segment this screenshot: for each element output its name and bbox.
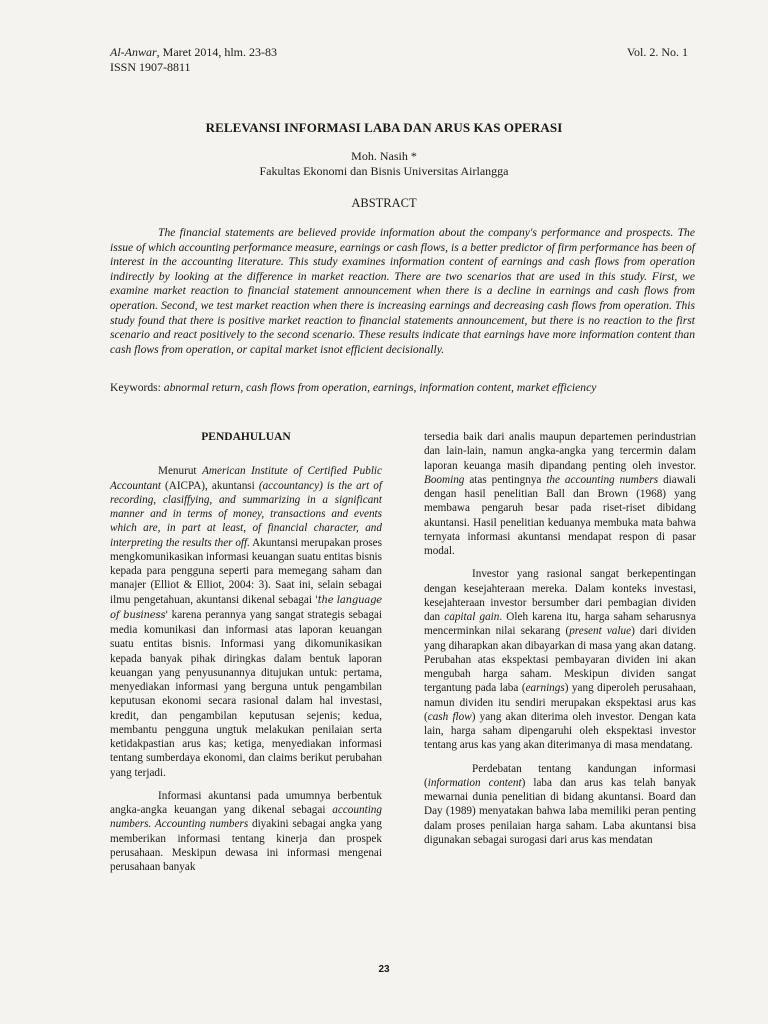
page-number: 23 [378,964,390,975]
text-run: atas pentingnya [464,473,547,486]
author-block [0,149,768,179]
issn: ISSN 1907-8811 [110,60,191,74]
keywords [110,381,695,395]
paragraph [424,762,696,848]
text-run-italic: information content [427,776,522,789]
keywords-value: abnormal return, cash flows from operation, earnings, information content, market efficiency [163,381,597,394]
text-run-italic: the accounting numbers [546,473,659,486]
text-run: (AICPA), akuntansi [160,479,259,492]
journal-name: Al-Anwar [110,45,157,59]
text-run-script: 'the language of business' [110,594,382,621]
paragraph [110,789,382,875]
volume-number: Vol. 2. No. 1 [626,45,688,59]
paragraph [424,430,696,558]
text-run: diyakini sebagai angka yang memberikan informasi tentang kinerja dan prospek perusahaan. Meskipun dewasa ini informasi mengenai perusahaan banyak [110,818,382,873]
author-affiliation: Fakultas Ekonomi dan Bisnis Universitas Airlangga [259,164,509,178]
text-run: karena perannya yang sangat strategis sebagai media komunikasi dan informasi atas laporan keuangan suatu entitas bisnis. Informasi yang dikomunikasikan kepada banyak pihak diringkas dalam bentuk laporan keuangan yang penyusunannya ditujukan untuk: pertama, menyediakan informasi yang berguna untuk pengambilan keputusan ekonomi secara rasional dalam hal investasi, kredit, dan pengambilan keputusan sejenis; kedua, membantu pengguna ungtuk melakukan penilaian serta ketidakpastian arus kas; ketiga, menyediakan informasi tentang sumberdaya ekonomi, dan claims berikut perubahan yang terjadi. [110,608,382,779]
keywords-label: Keywords: [110,381,164,394]
text-run-italic: accounting numbers. Accounting numbers [110,804,382,831]
text-run: ) yang diperoleh perusahaan, namun dividen itu sendiri merupakan ekspektasi arus kas ( [424,682,696,723]
issue-info: , Maret 2014, hlm. 23-83 [156,45,277,59]
text-run-italic: capital gain [444,611,500,623]
text-run: ) laba dan arus kas telah banyak mewarnai dunia penelitian di bidang akuntansi. Board dan Day (1989) menyatakan bahwa laba memiliki peran penting dalam proses penilaian harga saham. Laba akuntansi bisa digunakan sebagai surogasi dari arus kas mendatan [424,776,696,846]
abstract-heading: ABSTRACT [351,196,417,210]
abstract-text: The financial statements are believed provide information about the company's performance and prospects. The issue of which accounting performance measure, earnings or cash flows, is a better predictor of firm performance has been of interest in the accounting literature. This study examines information content of earnings and cash flows from operation indirectly by looking at the difference in market reaction. There are two scenarios that are used in this study. First, we examine market reaction to financial statement announcement when there is a decline in earnings and cash flows from operation. Second, we test market reaction when there is increasing earnings and decreasing cash flows from operation. This study found that there is positive market reaction to financial statements announcement, but there is no reaction to the first scenario and react positively to the second scenario. These results indicate that earnings have more information content than cash flows from operation, or capital market isnot efficient decisionally. [110,226,695,356]
section-heading: PENDAHULUAN [201,431,291,443]
text-run-italic: (accountancy) is the art of recording, clasiffying, and summarizing in a significant manner and in terms of money, transactions and events which are, in part at least, of financial character, and interpreting the results ther off. [110,479,383,549]
paragraph [110,464,382,780]
text-run-italic: Booming [424,473,465,486]
text-run: diawali dengan hasil penelitian Ball dan Brown (1968) yang membawa pengaruh besar pada riset-riset dibidang akuntansi. Hasil penelitian keduanya membuka mata bahwa ternyata informasi akuntansi mendapat respon di pasar modal. [424,473,696,557]
text-run: . Oleh karena itu, harga saham seharusnya mencerminkan nilai sekarang ( [424,611,697,638]
text-run-italic: cash flow [427,710,472,723]
text-run: ) dari dividen yang diharapkan akan dibayarkan di masa yang akan datang. Perubahan atas ekspektasi pembayaran dividen ini akan mengubah harga saham. Meskipun dividen sangat tergantung pada laba ( [424,625,696,695]
text-run-italic: earnings [525,682,565,695]
text-run: ) yang akan diterima oleh investor. Dengan kata lain, harga saham dipengaruhi oleh ekspektasi investor tentang arus kas yang akan diterimanya di masa mendatang. [424,710,697,752]
text-run: Perdebatan tentang kandungan informasi ( [424,762,696,789]
text-run-italic: American Institute of Certified Public Accountant [110,465,383,492]
journal-citation [110,45,277,60]
text-run: Akuntansi merupakan proses mengkomunikasikan informasi keuangan suatu entitas bisnis kepada para pengguna seperti para memegang saham dan manajer (Elliot & Elliot, 2004: 3). Saat ini, selain sebagai ilmu pengetahuan, akuntansi dikenal sebagai [110,536,382,606]
text-run: Menurut [158,465,203,478]
text-run: Investor yang rasional sangat berkepentingan dengan kesejahteraan mereka. Dalam konteks investasi, kesejahteraan investor bersumber dari pembagian dividen dan [424,568,696,623]
left-column [110,430,382,883]
text-run: Informasi akuntansi pada umumnya berbentuk angka-angka keuangan yang dikenal sebagai [110,789,382,816]
text-run: tersedia baik dari analis maupun departemen perindustrian dan lain-lain, namun angka-angka yang tercermin dalam laporan keuanga masih dipandang penting oleh investor. [424,431,696,472]
text-run-italic: present value [569,625,632,638]
author-name: Moh. Nasih * [351,149,417,163]
journal-header [110,45,277,75]
paragraph [424,567,696,752]
article-title: RELEVANSI INFORMASI LABA DAN ARUS KAS OPERASI [205,120,563,135]
right-column [424,430,696,856]
